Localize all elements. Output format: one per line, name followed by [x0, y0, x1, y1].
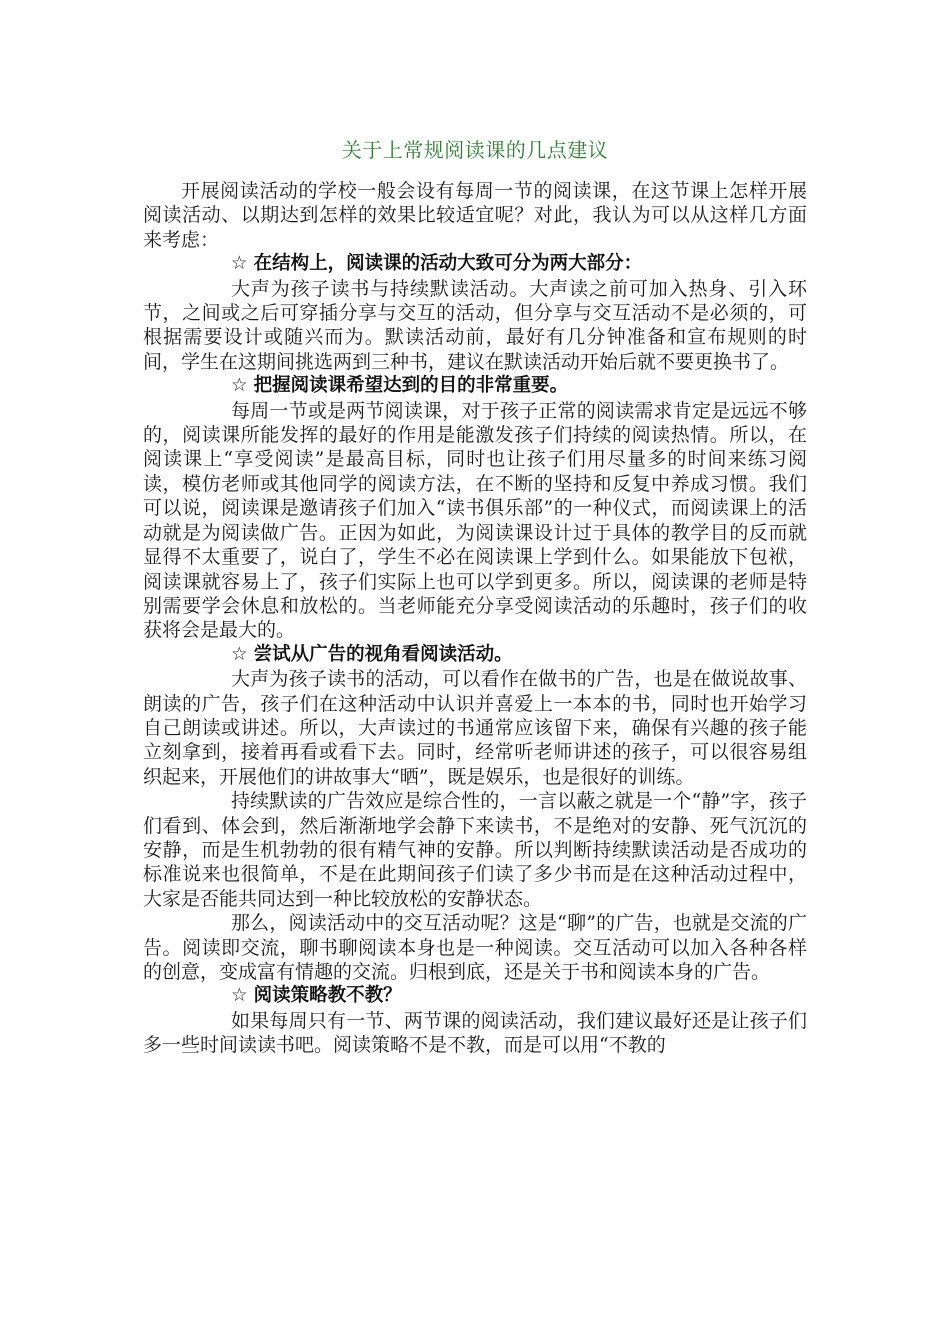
paragraph: 如果每周只有一节、两节课的阅读活动，我们建议最好还是让孩子们多一些时间读读书吧。阅读策略不是不教，而是可以用“不教的	[143, 1009, 807, 1057]
star-icon: ☆	[231, 253, 248, 275]
section-heading-text: 阅读策略教不教？	[253, 985, 402, 1007]
paragraph: 大声为孩子读书的活动，可以看作在做书的广告，也是在做说故事、朗读的广告，孩子们在这种活动中认识并喜爱上一本本的书，同时也开始学习自己朗读或讲述。所以，大声读过的书通常应该留下来，确保有兴趣的孩子能立刻拿到，接着再看或看下去。同时，经常听老师讲述的孩子，可以很容易组织起来，开展他们的讲故事大“晒”，既是娱乐，也是很好的训练。	[143, 668, 807, 788]
section-heading-structure	[143, 252, 807, 276]
paragraph: 每周一节或是两节阅读课，对于孩子正常的阅读需求肯定是远远不够的，阅读课所能发挥的最好的作用是能激发孩子们持续的阅读热情。所以，在阅读课上“享受阅读”是最高目标，同时也让孩子们用尽量多的时间来练习阅读，模仿老师或其他同学的阅读方法，在不断的坚持和反复中养成习惯。我们可以说，阅读课是邀请孩子们加入“读书俱乐部”的一种仪式，而阅读课上的活动就是为阅读做广告。正因为如此，为阅读课设计过于具体的教学目的反而就显得不太重要了，说白了，学生不必在阅读课上学到什么。如果能放下包袱，阅读课就容易上了，孩子们实际上也可以学到更多。所以，阅读课的老师是特别需要学会休息和放松的。当老师能充分享受阅读活动的乐趣时，孩子们的收获将会是最大的。	[143, 399, 807, 642]
paragraph: 那么，阅读活动中的交互活动呢？这是“聊”的广告，也就是交流的广告。阅读即交流，聊书聊阅读本身也是一种阅读。交互活动可以加入各种各样的创意，变成富有情趣的交流。归根到底，还是关于书和阅读本身的广告。	[143, 912, 807, 983]
section-heading-text: 尝试从广告的视角看阅读活动。	[253, 643, 513, 665]
document-body	[143, 179, 807, 1058]
star-icon: ☆	[231, 375, 248, 397]
document-title: 关于上常规阅读课的几点建议	[341, 138, 609, 162]
section-heading-text: 在结构上，阅读课的活动大致可分为两大部分：	[253, 253, 643, 275]
star-icon: ☆	[231, 985, 248, 1007]
paragraph: 大声为孩子读书与持续默读活动。大声读之前可加入热身、引入环节，之间或之后可穿插分享与交互的活动，但分享与交互活动不是必须的，可根据需要设计或随兴而为。默读活动前，最好有几分钟准备和宣布规则的时间，学生在这期间挑选两到三种书，建议在默读活动开始后就不要更换书了。	[143, 277, 807, 373]
star-icon: ☆	[231, 643, 248, 665]
paragraph: 持续默读的广告效应是综合性的，一言以蔽之就是一个“静”字，孩子们看到、体会到，然后渐渐地学会静下来读书，不是绝对的安静、死气沉沉的安静，而是生机勃勃的很有精气神的安静。所以判断持续默读活动是否成功的标准说来也很简单，不是在此期间孩子们读了多少书而是在这种活动过程中，大家是否能共同达到一种比较放松的安静状态。	[143, 790, 807, 910]
section-heading-goal	[143, 374, 807, 398]
intro-paragraph: 开展阅读活动的学校一般会设有每周一节的阅读课，在这节课上怎样开展阅读活动、以期达到怎样的效果比较适宜呢？对此，我认为可以从这样几方面来考虑：	[143, 180, 807, 251]
section-heading-text: 把握阅读课希望达到的目的非常重要。	[253, 375, 569, 397]
section-heading-advertising	[143, 643, 807, 667]
section-heading-strategy	[143, 984, 807, 1008]
